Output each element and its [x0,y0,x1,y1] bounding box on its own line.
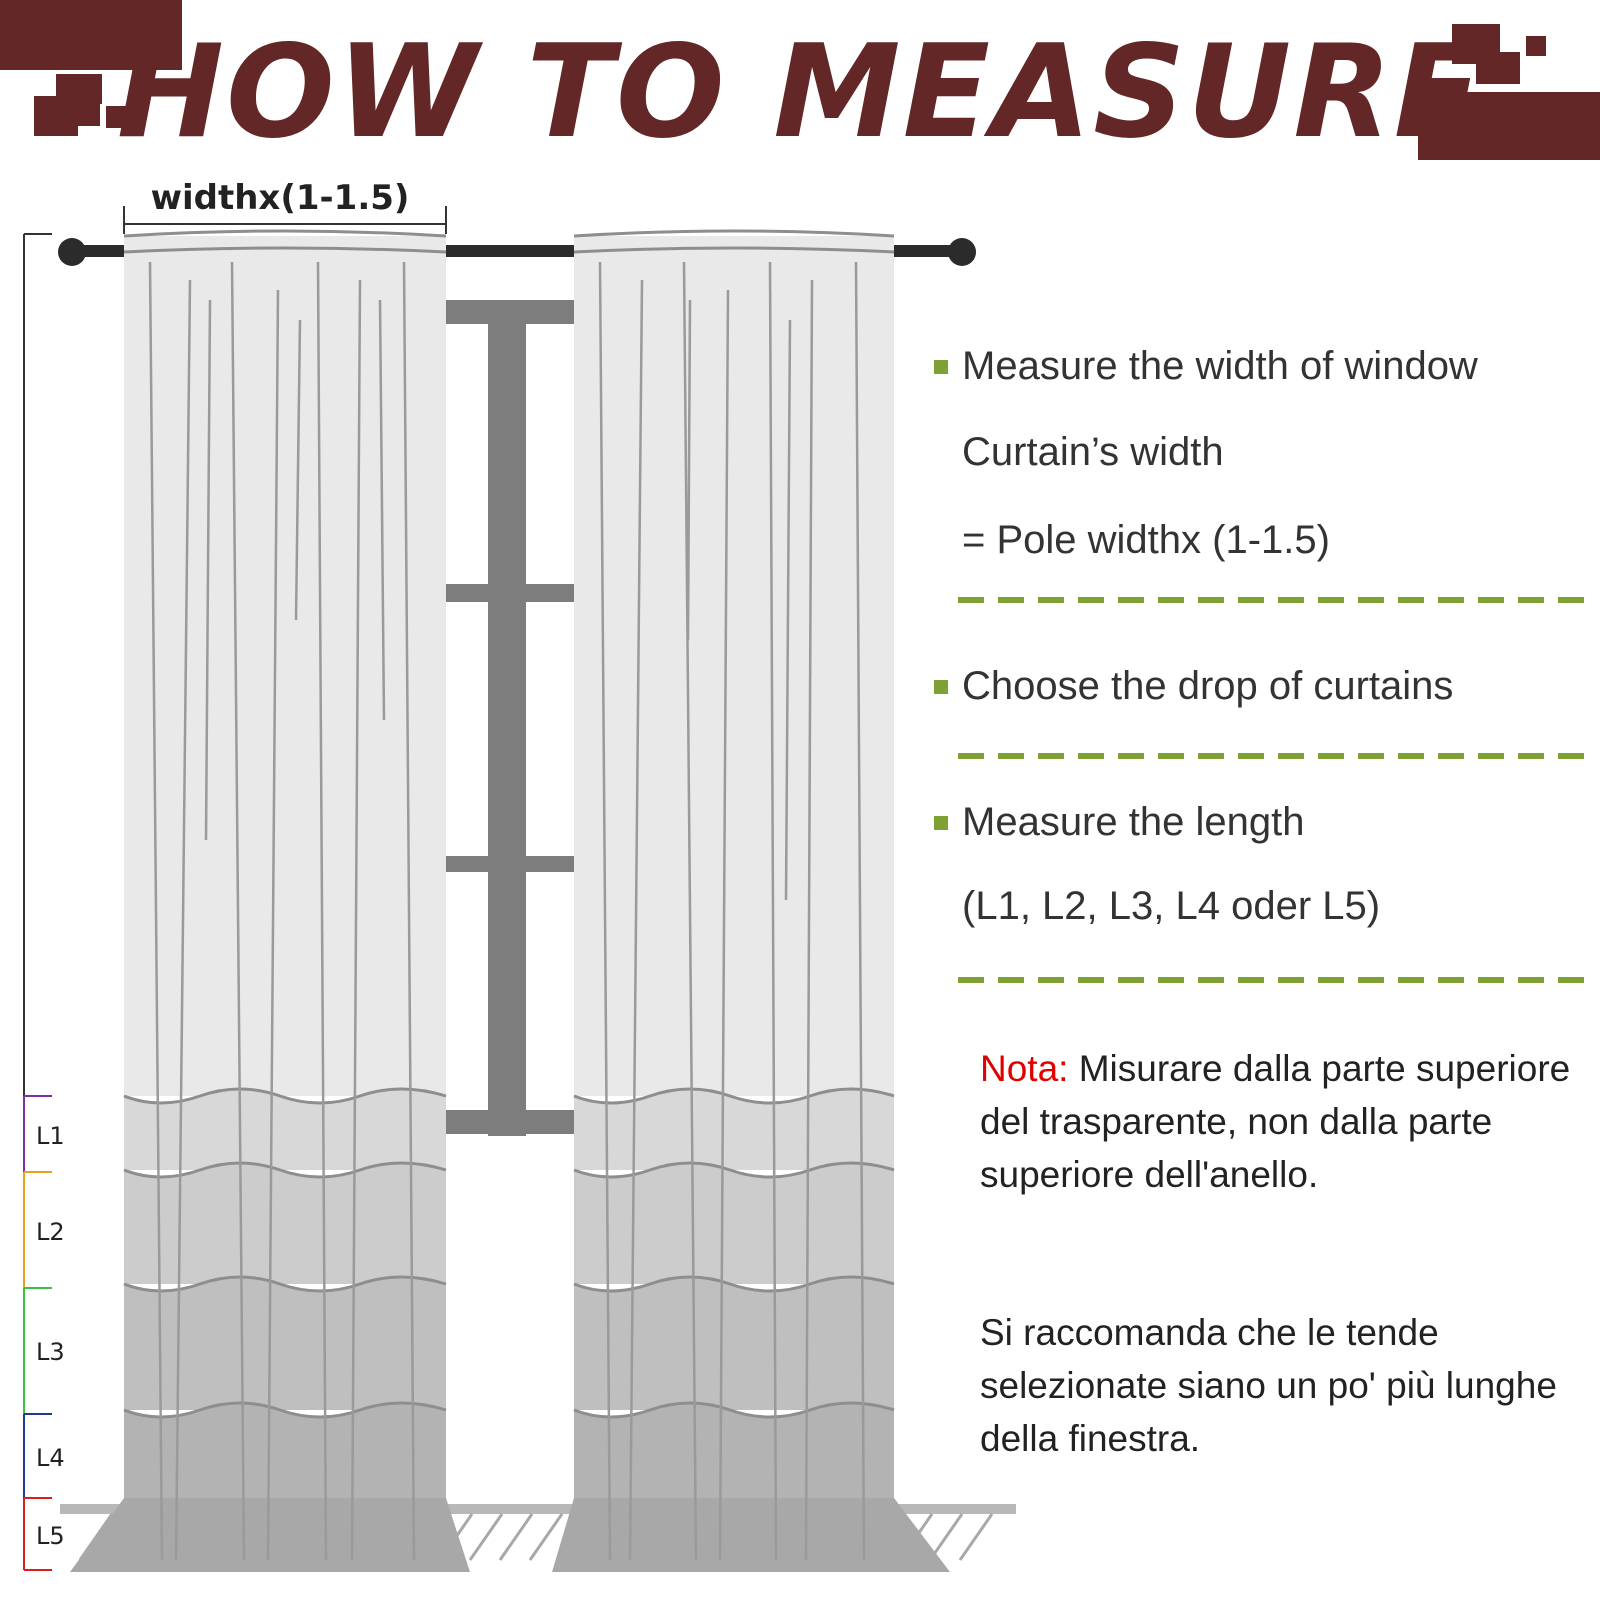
curtain-panel-left [70,231,470,1572]
length-label-l5: L5 [36,1522,65,1550]
note-label: Nota: [980,1048,1069,1089]
step-1-line-3: = Pole widthx (1-1.5) [962,518,1330,562]
note-paragraph [980,1042,1580,1201]
length-label-l2: L2 [36,1218,65,1246]
window-frame [440,300,576,1136]
length-label-l3: L3 [36,1338,65,1366]
length-label-l1: L1 [36,1122,65,1150]
curtain-panel-right [552,231,950,1572]
step-2-heading: Choose the drop of curtains [962,664,1454,708]
recommendation-paragraph: Si raccomanda che le tende selezionate siano un po' più lunghe della finestra. [980,1312,1557,1459]
width-label: widthx(1-1.5) [150,178,410,218]
note-text: Misurare dalla parte superiore del trasparente, non dalla parte superiore dell'anello. [980,1048,1571,1195]
bullet-icon [934,360,948,374]
page-title: HOW TO MEASURE [116,18,1484,167]
length-bracket [24,234,52,1570]
step-3-heading: Measure the length [962,800,1305,844]
step-1-heading: Measure the width of window [962,344,1478,388]
step-1-line-2: Curtain’s width [962,430,1224,474]
bullet-icon [934,816,948,830]
bullet-icon [934,680,948,694]
length-label-l4: L4 [36,1444,65,1472]
step-3-line-2: (L1, L2, L3, L4 oder L5) [962,884,1381,928]
